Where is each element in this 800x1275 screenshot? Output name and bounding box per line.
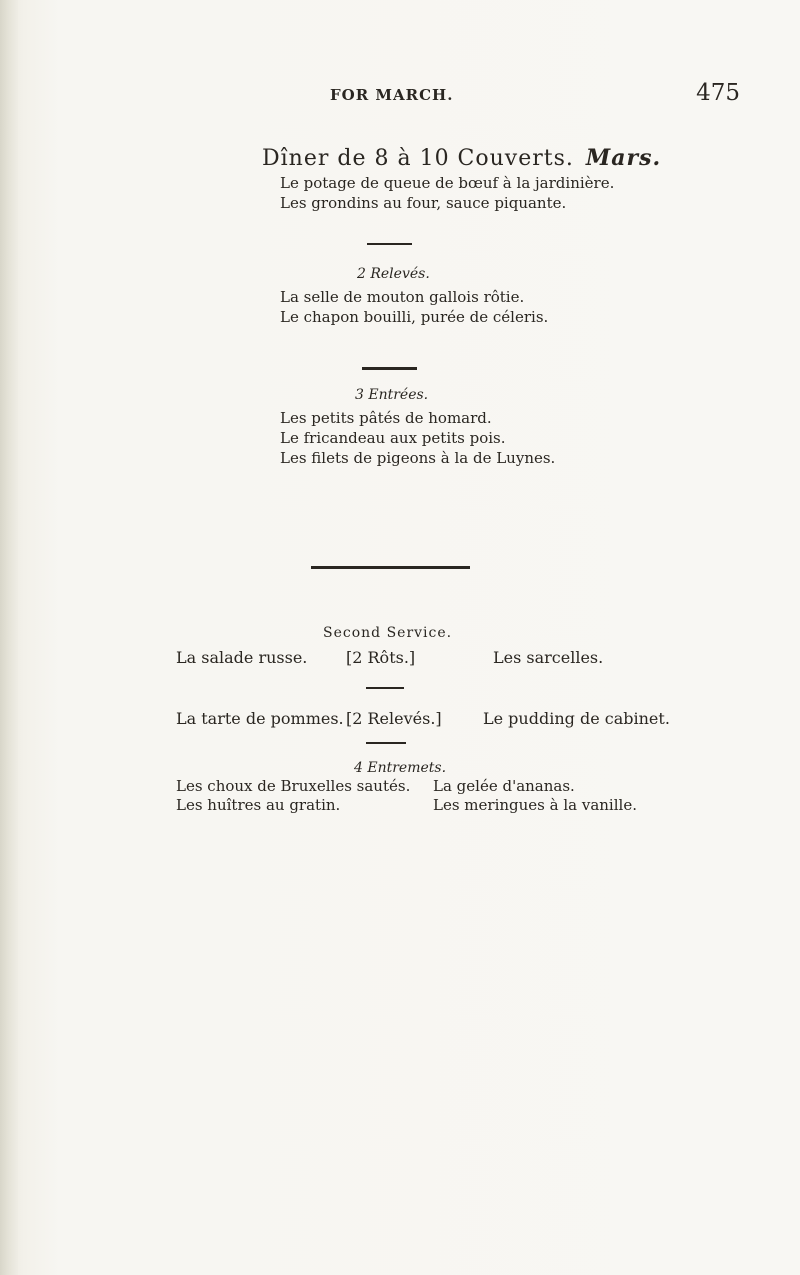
- menu-line: Le fricandeau aux petits pois.: [280, 429, 506, 447]
- entrees-title: 3 Entrées.: [355, 387, 429, 403]
- first-service-block: [280, 173, 614, 213]
- dinner-title: [262, 145, 661, 171]
- menu-line: Le potage de queue de bœuf à la jardinière.: [280, 174, 615, 192]
- second-service-center: [2 Relevés.]: [346, 709, 442, 728]
- releves-block: [280, 287, 548, 327]
- menu-line: Les huîtres au gratin.: [176, 796, 341, 814]
- second-service-right: Les sarcelles.: [493, 648, 604, 667]
- page-number: 475: [696, 80, 740, 106]
- entremets-title: 4 Entremets.: [354, 760, 447, 776]
- entremets-right-column: [433, 777, 637, 815]
- page-spine-shadow: [0, 0, 18, 1275]
- section-rule: [311, 566, 470, 569]
- divider-rule: [362, 367, 417, 370]
- second-service-title: Second Service.: [323, 625, 453, 641]
- menu-line: Les grondins au four, sauce piquante.: [280, 194, 567, 212]
- menu-line: La selle de mouton gallois rôtie.: [280, 288, 525, 306]
- second-service-center: [2 Rôts.]: [346, 648, 416, 667]
- entremets-left-column: [176, 777, 410, 815]
- menu-line: Les filets de pigeons à la de Luynes.: [280, 449, 556, 467]
- releves-title: 2 Relevés.: [357, 266, 430, 282]
- dinner-title-text: Dîner de 8 à 10 Couverts.: [262, 146, 574, 171]
- menu-line: La gelée d'ananas.: [433, 777, 575, 795]
- menu-line: Les choux de Bruxelles sautés.: [176, 777, 411, 795]
- second-service-left: La salade russe.: [176, 648, 308, 667]
- divider-rule: [366, 687, 404, 689]
- divider-rule: [366, 742, 406, 744]
- divider-rule: [367, 243, 412, 245]
- running-head: FOR MARCH.: [330, 86, 454, 104]
- menu-line: Les meringues à la vanille.: [433, 796, 637, 814]
- entrees-block: [280, 408, 555, 468]
- menu-line: Les petits pâtés de homard.: [280, 409, 492, 427]
- menu-line: Le chapon bouilli, purée de céleris.: [280, 308, 549, 326]
- second-service-left: La tarte de pommes.: [176, 709, 344, 728]
- second-service-right: Le pudding de cabinet.: [483, 709, 670, 728]
- dinner-month: Mars.: [585, 145, 662, 171]
